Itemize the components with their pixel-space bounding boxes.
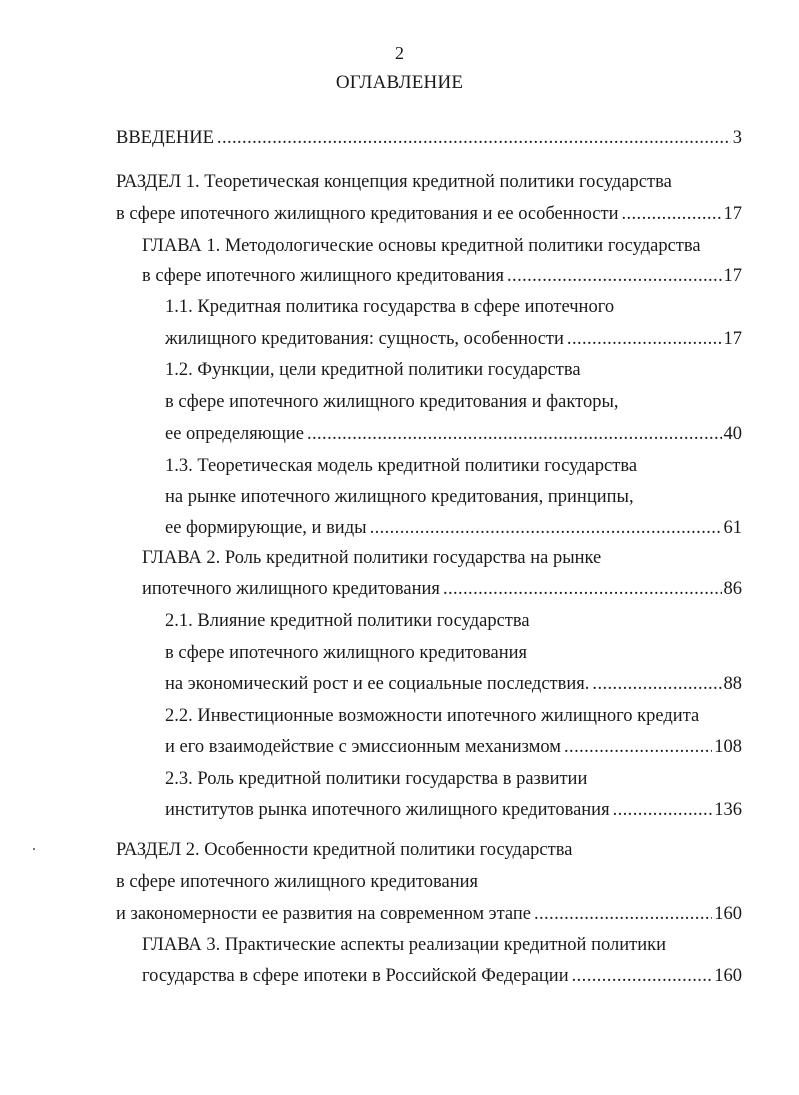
toc-entry-section1[interactable] bbox=[116, 202, 742, 226]
toc-entry-sub2-1-line1[interactable]: 2.1. Влияние кредитной политики государства bbox=[165, 611, 530, 631]
toc-entry-page: 160 bbox=[714, 904, 742, 924]
dot-leader bbox=[572, 964, 713, 988]
page-title: ОГЛАВЛЕНИЕ bbox=[335, 72, 464, 93]
toc-entry-chapter2[interactable] bbox=[142, 577, 742, 601]
dot-leader bbox=[217, 126, 731, 150]
toc-entry-sub1-2-line2[interactable]: в сфере ипотечного жилищного кредитования и факторы, bbox=[165, 392, 619, 412]
dot-leader bbox=[621, 202, 721, 226]
toc-entry-sub1-1[interactable] bbox=[165, 327, 742, 351]
toc-entry-page: 61 bbox=[723, 518, 742, 538]
dot-leader bbox=[507, 264, 721, 288]
toc-entry-text: и его взаимодействие с эмиссионным механизмом bbox=[165, 737, 562, 757]
toc-entry-text: в сфере ипотечного жилищного кредитования и ее особенности bbox=[116, 204, 619, 224]
toc-entry-page: 136 bbox=[714, 800, 742, 820]
dot-leader bbox=[567, 327, 722, 351]
toc-entry-sub1-3[interactable] bbox=[165, 516, 742, 540]
page-number: 2 bbox=[395, 43, 404, 63]
toc-entry-page: 108 bbox=[714, 737, 742, 757]
toc-entry-page: 17 bbox=[723, 266, 742, 286]
toc-entry-sub2-1[interactable] bbox=[165, 672, 742, 696]
dot-leader bbox=[307, 422, 722, 446]
toc-entry-text: государства в сфере ипотеки в Российской Федерации bbox=[142, 966, 569, 986]
toc-entry-sub2-3[interactable] bbox=[165, 798, 742, 822]
toc-entry-text: ВВЕДЕНИЕ bbox=[116, 128, 214, 148]
dot-leader bbox=[370, 516, 722, 540]
toc-entry-sub1-3-line1[interactable]: 1.3. Теоретическая модель кредитной политики государства bbox=[165, 456, 638, 476]
toc-entry-section2-line1[interactable]: РАЗДЕЛ 2. Особенности кредитной политики государства bbox=[116, 840, 573, 860]
toc-entry-text: ее определяющие bbox=[165, 424, 304, 444]
toc-entry-sub2-2-line1[interactable]: 2.2. Инвестиционные возможности ипотечного жилищного кредита bbox=[165, 706, 700, 726]
toc-entry-sub1-1-line1[interactable]: 1.1. Кредитная политика государства в сфере ипотечного bbox=[165, 297, 615, 317]
toc-entry-section2[interactable] bbox=[116, 902, 742, 926]
toc-entry-chapter2-line1[interactable]: ГЛАВА 2. Роль кредитной политики государства на рынке bbox=[142, 548, 602, 568]
toc-entry-text: институтов рынка ипотечного жилищного кредитования bbox=[165, 800, 610, 820]
dot-leader bbox=[613, 798, 713, 822]
toc-entry-sub1-2-line1[interactable]: 1.2. Функции, цели кредитной политики государства bbox=[165, 360, 581, 380]
toc-entry-sub2-1-line2[interactable]: в сфере ипотечного жилищного кредитования bbox=[165, 643, 528, 663]
toc-entry-chapter1[interactable] bbox=[142, 264, 742, 288]
toc-entry-chapter3[interactable] bbox=[142, 964, 742, 988]
toc-entry-chapter3-line1[interactable]: ГЛАВА 3. Практические аспекты реализации кредитной политики bbox=[142, 935, 666, 955]
toc-entry-page: 3 bbox=[732, 128, 742, 148]
dot-leader bbox=[443, 577, 722, 601]
dot-leader bbox=[564, 735, 712, 759]
toc-entry-sub1-3-line2[interactable]: на рынке ипотечного жилищного кредитования, принципы, bbox=[165, 487, 634, 507]
toc-entry-sub2-2[interactable] bbox=[165, 735, 742, 759]
toc-entry-chapter1-line1[interactable]: ГЛАВА 1. Методологические основы кредитной политики государства bbox=[142, 236, 701, 256]
toc-entry-sub2-3-line1[interactable]: 2.3. Роль кредитной политики государства в развитии bbox=[165, 769, 588, 789]
toc-entry-page: 17 bbox=[723, 329, 742, 349]
toc-entry-page: 160 bbox=[714, 966, 742, 986]
dot-leader bbox=[592, 672, 721, 696]
toc-entry-section2-line2[interactable]: в сфере ипотечного жилищного кредитования bbox=[116, 872, 479, 892]
scan-speck bbox=[33, 848, 35, 850]
toc-entry-text: жилищного кредитования: сущность, особенности bbox=[165, 329, 564, 349]
toc-entry-page: 88 bbox=[723, 674, 742, 694]
toc-entry-text: ипотечного жилищного кредитования bbox=[142, 579, 440, 599]
toc-entry-text: и закономерности ее развития на современном этапе bbox=[116, 904, 531, 924]
toc-entry-text: на экономический рост и ее социальные последствия. bbox=[165, 674, 590, 694]
toc-entry-page: 17 bbox=[723, 204, 742, 224]
toc-entry-text: ее формирующие, и виды bbox=[165, 518, 367, 538]
toc-entry-page: 86 bbox=[723, 579, 742, 599]
toc-entry-section1-line1[interactable]: РАЗДЕЛ 1. Теоретическая концепция кредитной политики государства bbox=[116, 172, 672, 192]
toc-entry-text: в сфере ипотечного жилищного кредитования bbox=[142, 266, 505, 286]
toc-entry-sub1-2[interactable] bbox=[165, 422, 742, 446]
toc-entry-page: 40 bbox=[723, 424, 742, 444]
dot-leader bbox=[534, 902, 712, 926]
toc-entry-intro[interactable] bbox=[116, 126, 742, 150]
